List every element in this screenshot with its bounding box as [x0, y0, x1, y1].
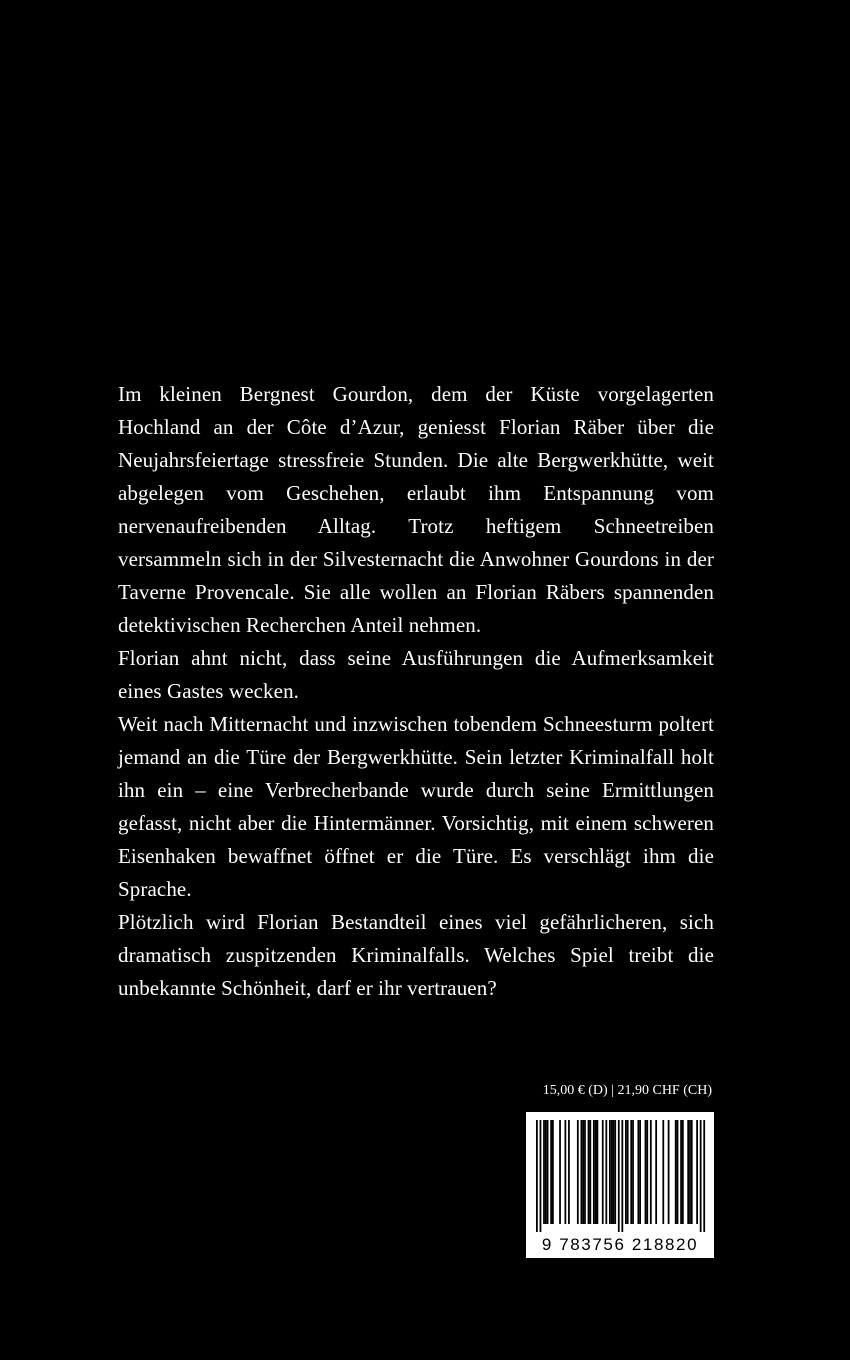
barcode-bar	[595, 1120, 597, 1224]
barcode-bar	[547, 1120, 549, 1224]
barcode-bar	[700, 1120, 702, 1232]
barcode-bar	[577, 1120, 579, 1224]
barcode-bar	[677, 1120, 679, 1224]
blurb-paragraph-3: Weit nach Mitternacht und inzwischen tobendem Schneesturm poltert jemand an die Türe der Bergwerkhütte. Sein letzter Kriminalfall holt ihn ein – eine Verbrecherbande wurde durch seine Ermittlungen gefasst, nicht aber die Hintermänner. Vorsichtig, mit einem schweren Eisenhaken bewaffnet öffnet er die Türe. Es verschlägt ihm die Sprache.	[118, 712, 714, 901]
barcode-bar	[559, 1120, 561, 1224]
barcode-bar	[597, 1120, 599, 1224]
barcode-bar	[581, 1120, 583, 1224]
barcode-bar	[632, 1120, 634, 1224]
barcode-bar	[627, 1120, 629, 1224]
barcode-bar	[696, 1120, 698, 1224]
barcode-bar	[614, 1120, 616, 1224]
barcode-bar	[552, 1120, 554, 1224]
barcode-bar	[637, 1120, 639, 1224]
barcode-bar	[655, 1120, 657, 1224]
blurb-paragraph-1: Im kleinen Bergnest Gourdon, dem der Küste vorgelagerten Hochland an der Côte d’Azur, geniesst Florian Räber über die Neujahrsfeiertage stressfreie Stunden. Die alte Bergwerkhütte, weit abgelegen vom Geschehen, erlaubt ihm Entspannung vom nervenaufreibenden Alltag. Trotz heftigem Schneetreiben versammeln sich in der Silvesternacht die Anwohner Gourdons in der Taverne Provencale. Sie alle wollen an Florian Räbers spannenden detektivischen Recherchen Anteil nehmen.	[118, 382, 714, 637]
barcode-bar	[687, 1120, 689, 1224]
barcode-bar	[584, 1120, 586, 1224]
barcode-bar	[689, 1120, 691, 1224]
barcode-bar	[650, 1120, 652, 1224]
barcode-bar	[668, 1120, 670, 1224]
barcode-bar	[646, 1120, 648, 1224]
barcode-bar	[609, 1120, 611, 1224]
barcode-bar	[682, 1120, 684, 1224]
price-label: 15,00 € (D) | 21,90 CHF (CH)	[542, 1083, 712, 1098]
barcode-bar	[691, 1120, 693, 1224]
barcode-bar	[630, 1120, 632, 1224]
barcode-bar	[675, 1120, 677, 1224]
barcode-bar	[613, 1120, 615, 1224]
barcode-bar	[625, 1120, 627, 1224]
barcode-bar	[540, 1120, 542, 1232]
blurb-text	[118, 378, 714, 1005]
barcode-bar	[545, 1120, 547, 1224]
barcode-bar	[536, 1120, 538, 1232]
barcode-bar	[680, 1120, 682, 1224]
barcode-bar	[605, 1120, 607, 1224]
blurb-paragraph-2: Florian ahnt nicht, dass seine Ausführungen die Aufmerksamkeit eines Gastes wecken.	[118, 646, 714, 703]
barcode-bar	[621, 1120, 623, 1232]
barcode-bar	[564, 1120, 566, 1224]
barcode-bar	[602, 1120, 604, 1224]
barcode-bar	[543, 1120, 545, 1224]
isbn-barcode	[526, 1112, 714, 1258]
barcode-bar	[593, 1120, 595, 1224]
barcode-bar	[639, 1120, 641, 1224]
barcode-bar	[611, 1120, 613, 1224]
barcode-bar	[662, 1120, 664, 1224]
barcode-bar	[550, 1120, 552, 1224]
barcode-bar	[589, 1120, 591, 1224]
barcode-bar	[588, 1120, 590, 1224]
isbn-number: 9 783756 218820	[541, 1235, 699, 1254]
barcode-bar	[703, 1120, 705, 1232]
barcode-bar	[568, 1120, 570, 1224]
barcode-bar	[582, 1120, 584, 1224]
barcode-bar	[618, 1120, 620, 1232]
blurb-paragraph-4: Plötzlich wird Florian Bestandteil eines viel gefährlicheren, sich dramatisch zuspitzenden Kriminalfalls. Welches Spiel treibt die unbekannte Schönheit, darf er ihr vertrauen?	[118, 910, 714, 1000]
barcode-bar	[645, 1120, 647, 1224]
